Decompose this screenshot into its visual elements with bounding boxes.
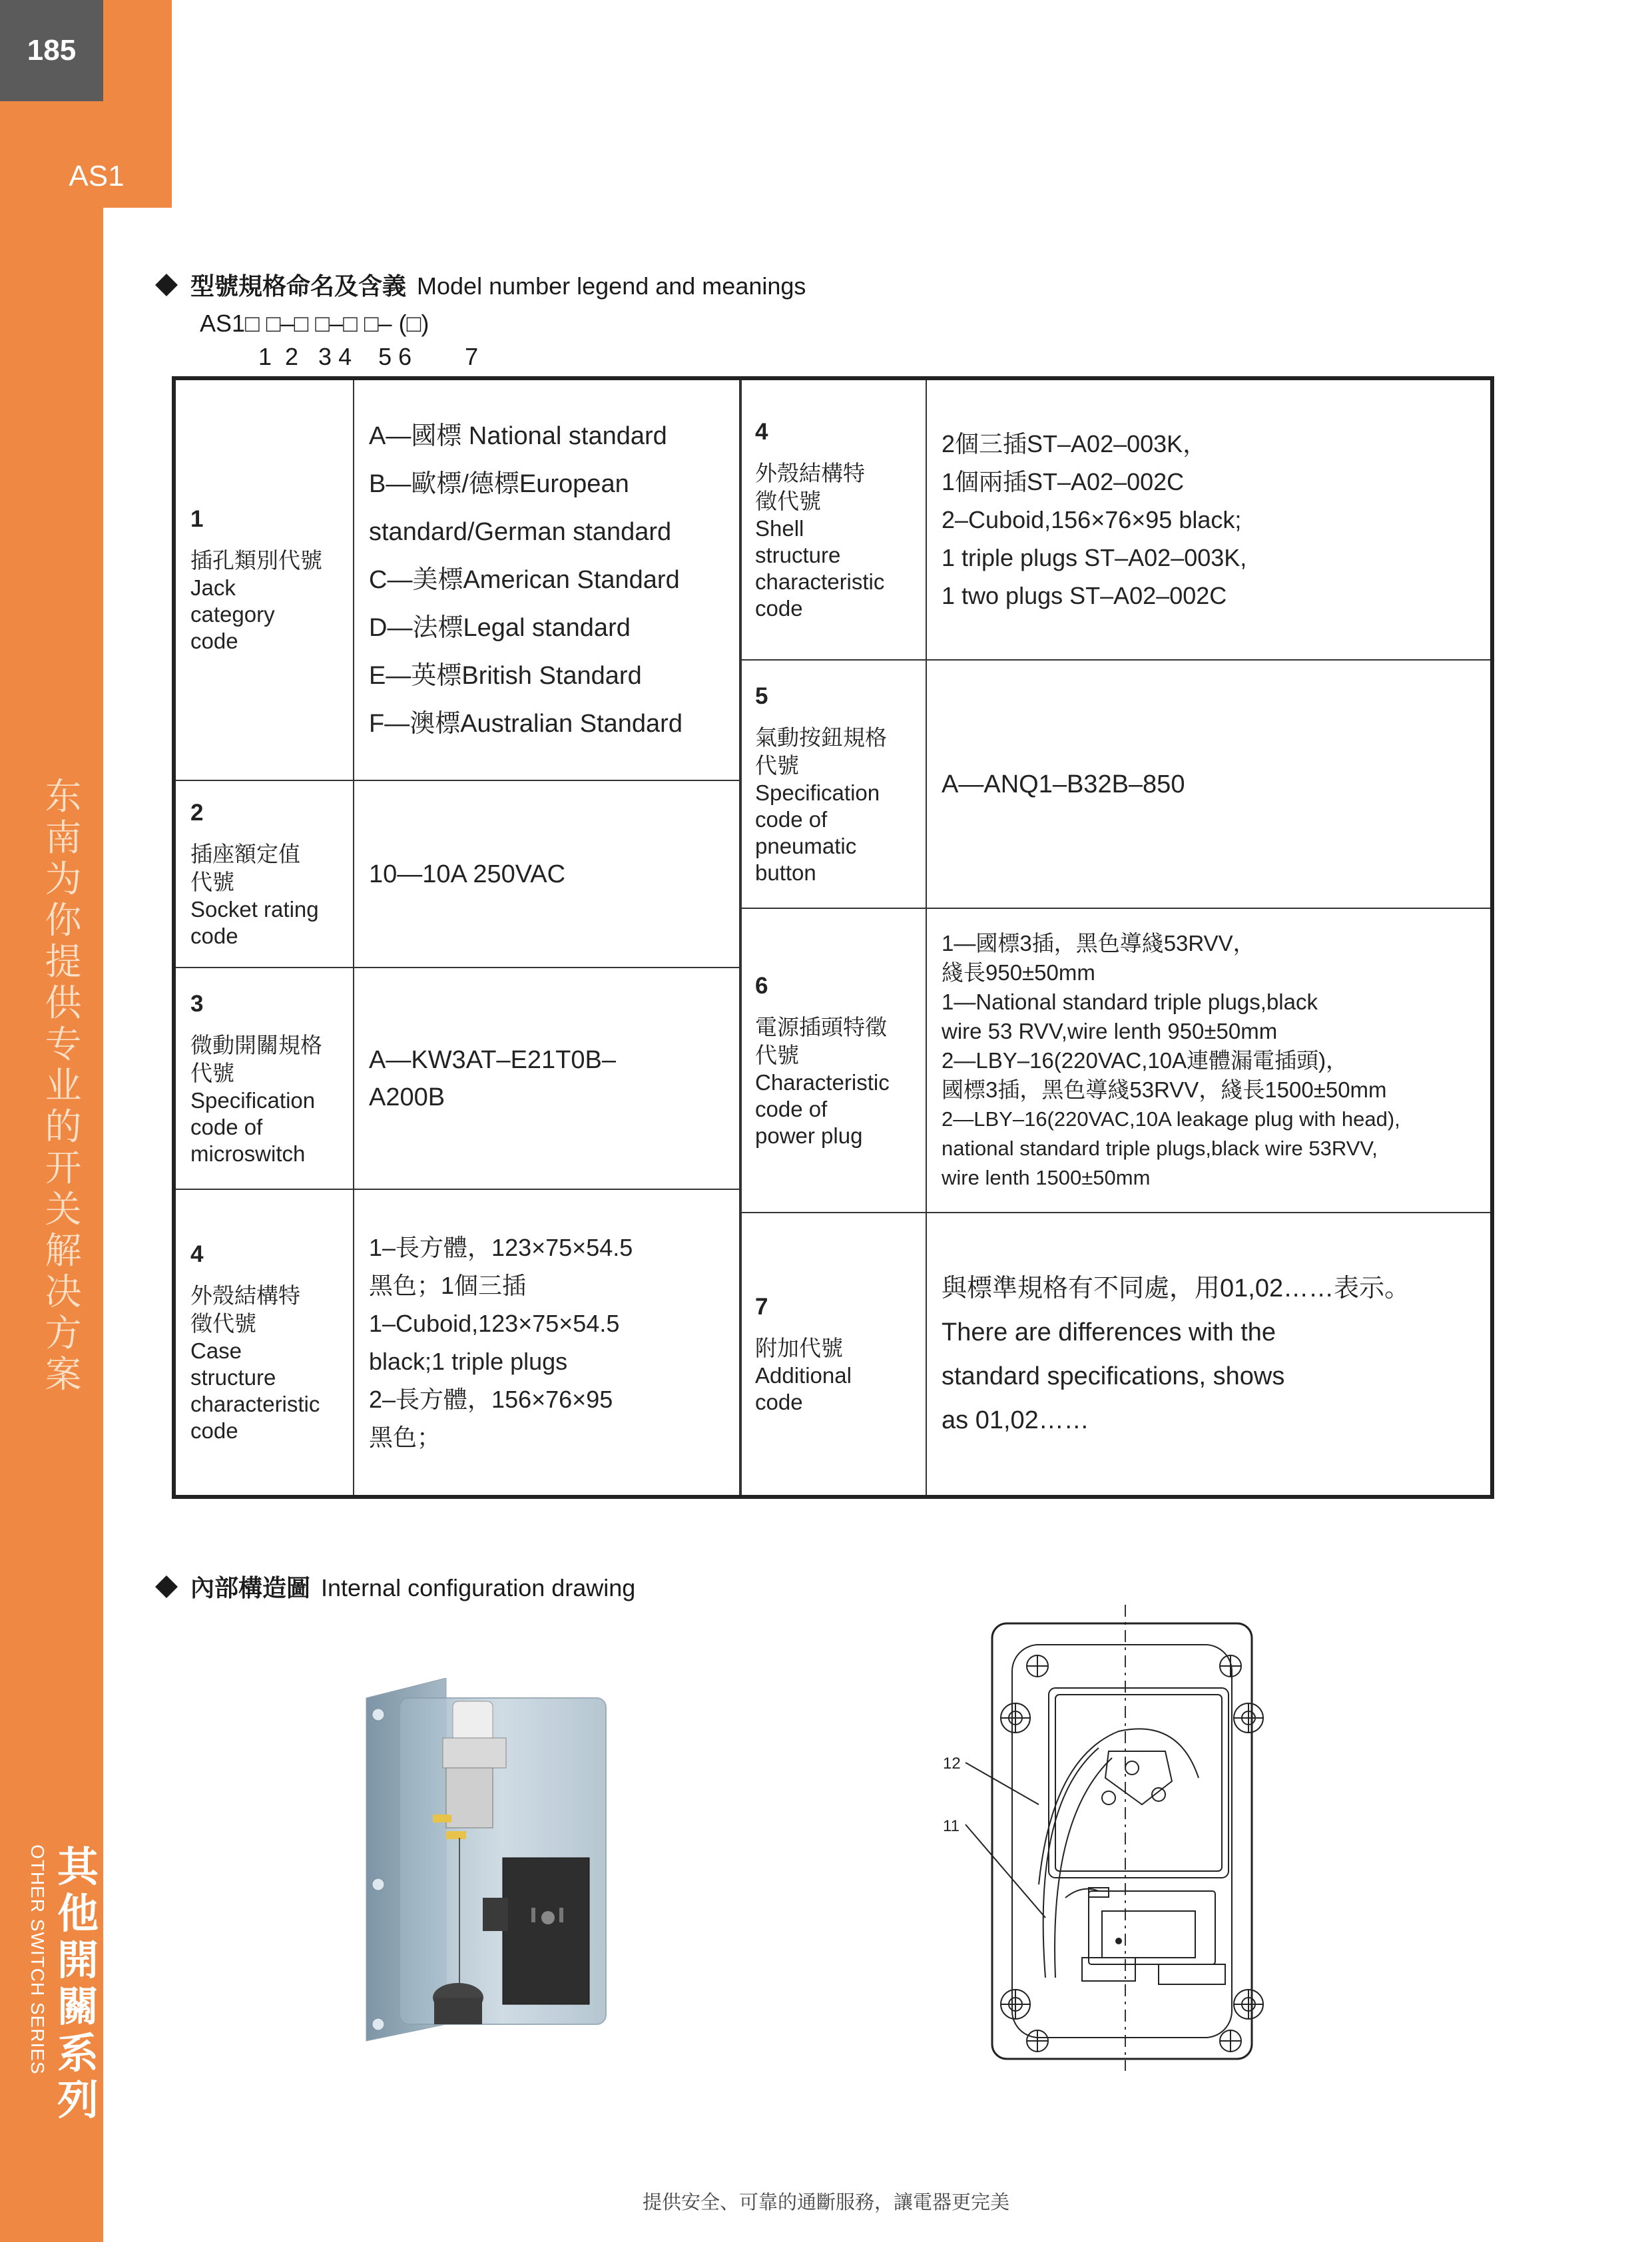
model-code: AS1□ □–□ □–□ □– (□) (200, 310, 429, 337)
row-value: 2個三插ST–A02–003K， 1個兩插ST–A02–002C 2–Cuboid,156×76×95 black; 1 triple plugs ST–A02–003K, 1 two plugs ST–A02–002C (926, 378, 1492, 660)
row-label: 4 外殼結構特 徵代號 Case structure characteristic code (174, 1189, 354, 1497)
row-value: 10—10A 250VAC (354, 780, 741, 968)
row-value: A—國標 National standard B—歐標/德標European standard/German standard C—美標American Standard D—法標Legal standard E—英標British Standard F—澳標Australian Standard (354, 378, 741, 780)
vertical-slogan: 东 南 为 你 提 供 专 业 的 开 关 解 决 方 案 (45, 776, 82, 1395)
row-value: 與標準規格有不同處，用01,02……表示。 There are differences with the standard specifications, shows as 01,02…… (926, 1213, 1492, 1497)
table-row (174, 968, 741, 1189)
table-row (740, 660, 1492, 908)
row-label: 7 附加代號 Additional code (740, 1213, 926, 1497)
diamond-bullet-icon (155, 274, 178, 297)
callout-11: 11 (943, 1817, 960, 1835)
row-label: 5 氣動按鈕規格 代號 Specification code of pneumatic button (740, 660, 926, 908)
table-row (740, 908, 1492, 1213)
table-row (174, 378, 741, 780)
table-row (740, 1213, 1492, 1497)
internal-config-drawing (939, 1605, 1272, 2071)
table-row (740, 378, 1492, 660)
series-title-cn: 其 他 開 關 系 列 (57, 1844, 99, 2123)
model-section-title: 型號規格命名及含義 Model number legend and meanings (158, 268, 806, 302)
row-value: A—ANQ1–B32B–850 (926, 660, 1492, 908)
table-row (174, 1189, 741, 1497)
row-value: 1—國標3插，黑色導綫53RVV， 綫長950±50mm 1—National standard triple plugs,black wire 53 RVV,wire lenth 950±50mm 2—LBY–16(220VAC,10A連體漏電插頭)， 國標3插，黑色導綫53RVV，綫長1500±50mm 2—LBY–16(220VAC,10A leakage plug with head), national standard triple plugs,black wire 53RVV, wire lenth 1500±50mm (926, 908, 1492, 1213)
row-label: 3 微動開關規格 代號 Specification code of microswitch (174, 968, 354, 1189)
drawing-section-title: 內部構造圖 Internal configuration drawing (158, 1569, 635, 1603)
row-label: 1 插孔類別代號 Jack category code (174, 378, 354, 780)
row-label: 2 插座額定值 代號 Socket rating code (174, 780, 354, 968)
row-value: 1–長方體，123×75×54.5 黑色；1個三插 1–Cuboid,123×75×54.5 black;1 triple plugs 2–長方體，156×76×95 黑色； (354, 1189, 741, 1497)
row-label: 4 外殼結構特 徵代號 Shell structure characteristic code (740, 378, 926, 660)
spec-table-right (739, 376, 1494, 1499)
callout-12: 12 (943, 1755, 961, 1773)
page-footer: 提供安全、可靠的通斷服務，讓電器更完美 (642, 2192, 1009, 2213)
model-code-digits: 1 2 3 4 5 6 7 (258, 343, 479, 370)
row-value: A—KW3AT–E21T0B– A200B (354, 968, 741, 1189)
series-title-en: OTHER SWITCH SERIES (27, 1844, 48, 2075)
spec-table-left (172, 376, 742, 1499)
diamond-bullet-icon (155, 1576, 178, 1599)
row-label: 6 電源插頭特徵 代號 Characteristic code of power plug (740, 908, 926, 1213)
table-row (174, 780, 741, 968)
product-3d-render (360, 1678, 613, 2051)
series-code: AS1 (69, 160, 125, 192)
page-number: 185 (0, 0, 103, 101)
